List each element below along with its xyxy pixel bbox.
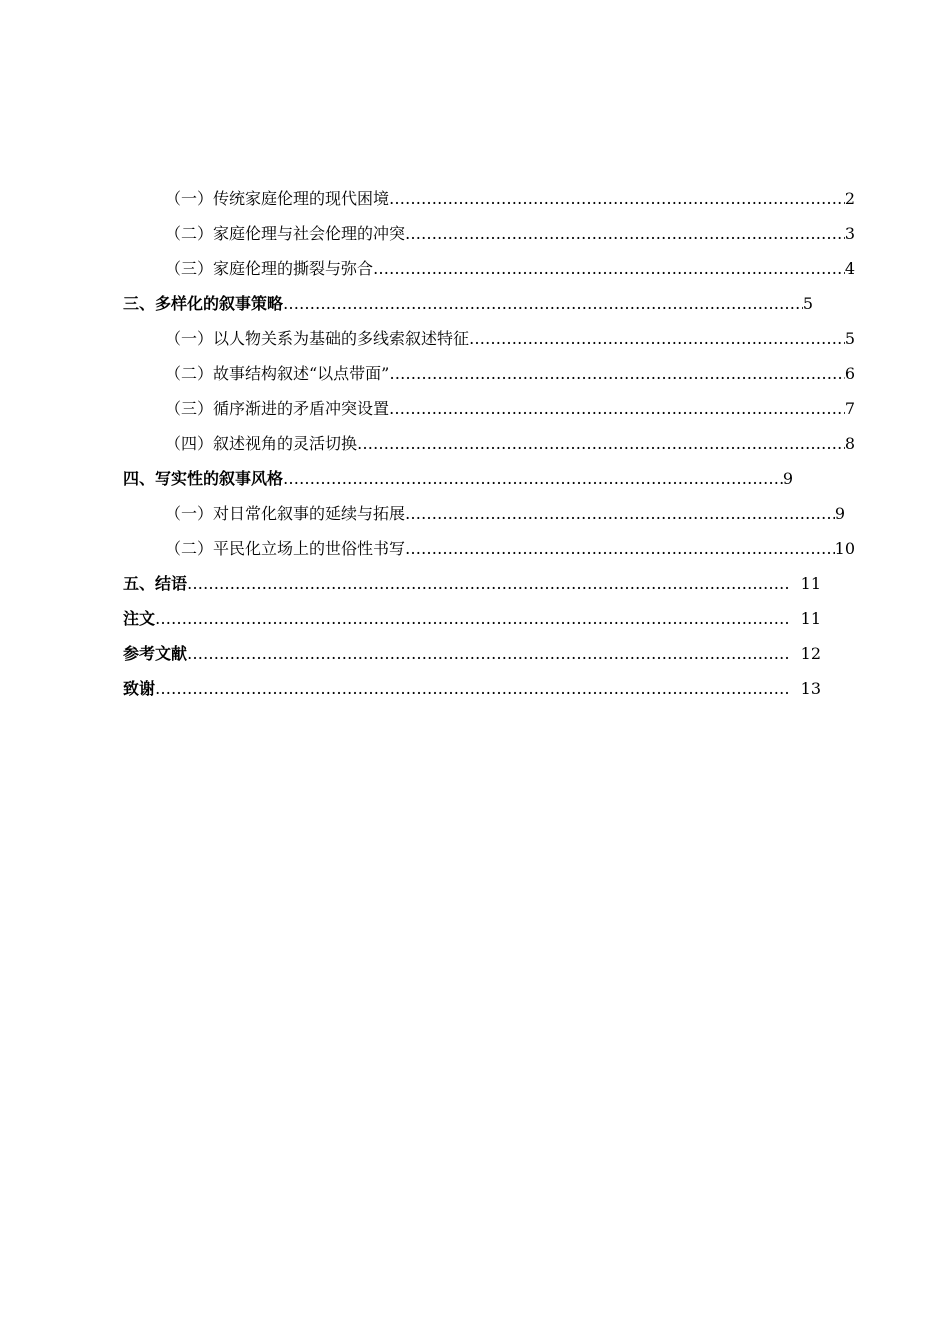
toc-entry-title: 五、结语 bbox=[123, 574, 188, 593]
toc-entry-page: 11 bbox=[800, 574, 821, 593]
toc-entry-title: 三、多样化的叙事策略 bbox=[123, 294, 284, 313]
toc-entry-page: 9 bbox=[782, 469, 793, 488]
toc-entry-title: （一）传统家庭伦理的现代困境 bbox=[165, 189, 390, 208]
toc-dot-leader bbox=[405, 216, 845, 251]
toc-entry[interactable] bbox=[123, 566, 821, 601]
toc-entry-title: 四、写实性的叙事风格 bbox=[123, 469, 284, 488]
toc-entry-page: 3 bbox=[844, 224, 855, 243]
toc-entry-title: （四）叙述视角的灵活切换 bbox=[165, 434, 358, 453]
toc-entry-page: 7 bbox=[844, 399, 855, 418]
table-of-contents bbox=[123, 181, 855, 706]
toc-dot-leader bbox=[283, 286, 803, 321]
toc-dot-leader bbox=[389, 391, 845, 426]
toc-entry-title: （三）循序渐进的矛盾冲突设置 bbox=[165, 399, 390, 418]
toc-entry[interactable] bbox=[123, 356, 855, 391]
toc-dot-leader bbox=[187, 566, 791, 601]
toc-entry[interactable] bbox=[123, 251, 855, 286]
toc-dot-leader bbox=[155, 671, 791, 706]
toc-entry-title: 致谢 bbox=[123, 679, 156, 698]
toc-dot-leader bbox=[405, 531, 835, 566]
toc-entry-title: （二）平民化立场上的世俗性书写 bbox=[165, 539, 406, 558]
toc-entry-title: （三）家庭伦理的撕裂与弥合 bbox=[165, 259, 374, 278]
toc-entry-page: 9 bbox=[834, 504, 845, 523]
toc-entry[interactable] bbox=[123, 321, 855, 356]
toc-entry[interactable] bbox=[123, 496, 845, 531]
toc-entry-page: 5 bbox=[844, 329, 855, 348]
toc-entry-title: （一）以人物关系为基础的多线索叙述特征 bbox=[165, 329, 470, 348]
toc-entry-title: 注文 bbox=[123, 609, 156, 628]
toc-dot-leader bbox=[357, 426, 845, 461]
toc-entry-title: 参考文献 bbox=[123, 644, 188, 663]
toc-entry[interactable] bbox=[123, 216, 855, 251]
toc-entry-title: （二）家庭伦理与社会伦理的冲突 bbox=[165, 224, 406, 243]
toc-dot-leader bbox=[405, 496, 835, 531]
toc-dot-leader bbox=[187, 636, 791, 671]
toc-entry[interactable] bbox=[123, 671, 821, 706]
toc-dot-leader bbox=[155, 601, 791, 636]
toc-entry-title: （一）对日常化叙事的延续与拓展 bbox=[165, 504, 406, 523]
toc-dot-leader bbox=[389, 181, 845, 216]
toc-entry[interactable] bbox=[123, 636, 821, 671]
toc-entry-page: 10 bbox=[834, 539, 855, 558]
toc-entry-page: 4 bbox=[844, 259, 855, 278]
toc-entry-page: 6 bbox=[844, 364, 855, 383]
toc-entry-page: 13 bbox=[800, 679, 821, 698]
toc-entry[interactable] bbox=[123, 181, 855, 216]
toc-entry-page: 8 bbox=[844, 434, 855, 453]
toc-dot-leader bbox=[283, 461, 783, 496]
toc-entry[interactable] bbox=[123, 461, 793, 496]
toc-entry[interactable] bbox=[123, 531, 855, 566]
toc-entry[interactable] bbox=[123, 426, 855, 461]
toc-dot-leader bbox=[373, 251, 845, 286]
toc-entry[interactable] bbox=[123, 391, 855, 426]
toc-entry-page: 2 bbox=[844, 189, 855, 208]
toc-entry-page: 11 bbox=[800, 609, 821, 628]
toc-entry-page: 12 bbox=[800, 644, 821, 663]
toc-entry[interactable] bbox=[123, 601, 821, 636]
toc-entry-title: （二）故事结构叙述“以点带面” bbox=[165, 364, 390, 383]
toc-entry[interactable] bbox=[123, 286, 813, 321]
toc-dot-leader bbox=[469, 321, 845, 356]
toc-dot-leader bbox=[389, 356, 844, 391]
toc-entry-page: 5 bbox=[802, 294, 813, 313]
